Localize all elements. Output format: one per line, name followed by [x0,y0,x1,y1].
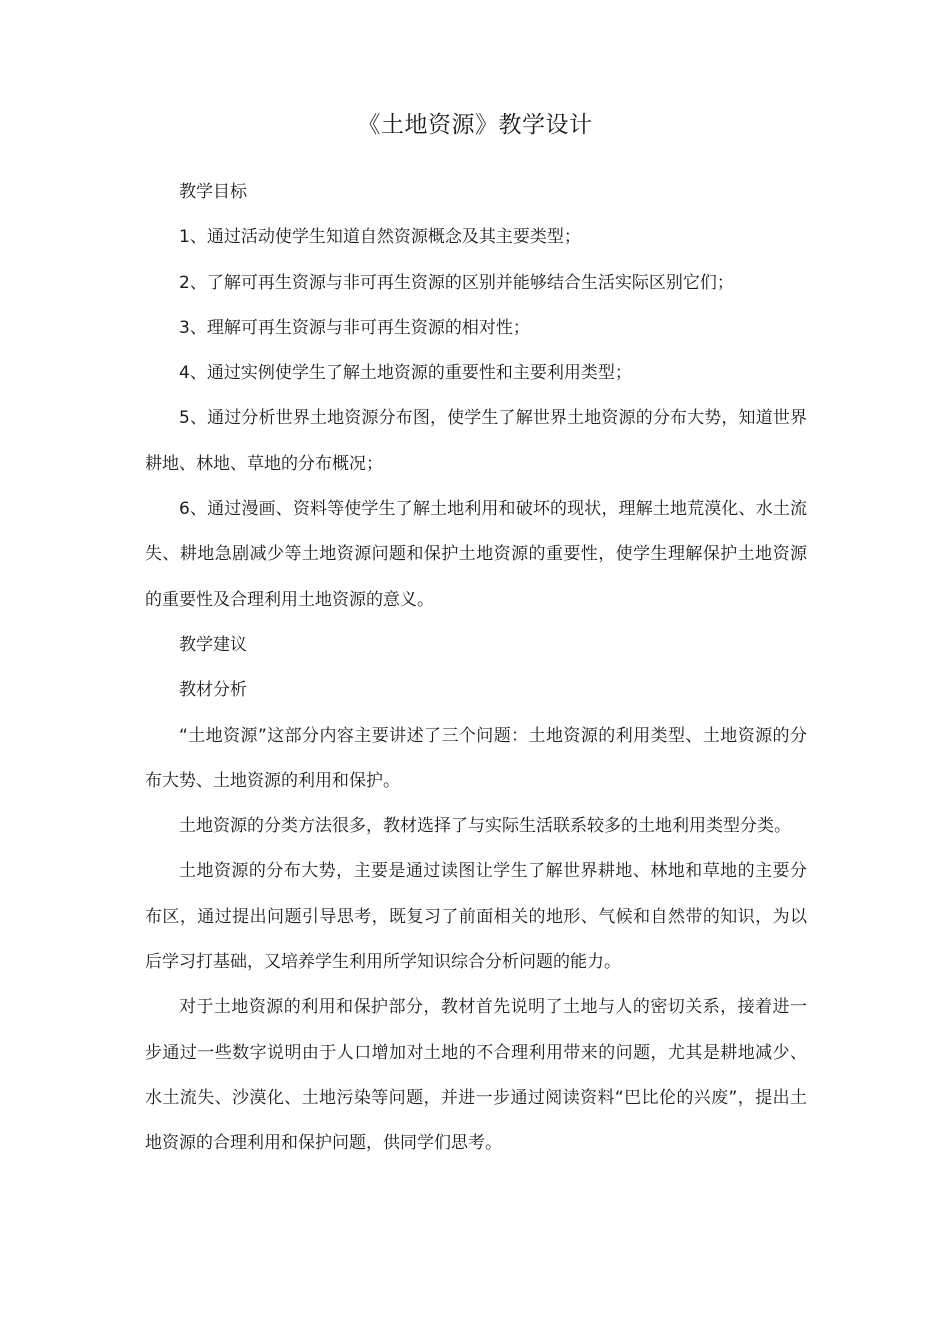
analysis-paragraph-4: 对于土地资源的利用和保护部分，教材首先说明了土地与人的密切关系，接着进一步通过一些数字说明由于人口增加对土地的不合理利用带来的问题，尤其是耕地减少、水土流失、沙漠化、土地污染等问题，并进一步通过阅读资料“巴比伦的兴废”，提出土地资源的合理利用和保护问题，供同学们思考。 [145,997,807,1154]
analysis-paragraph-2: 土地资源的分类方法很多，教材选择了与实际生活联系较多的土地利用类型分类。 [179,816,791,837]
section-heading-objectives: 教学目标 [179,182,247,202]
analysis-paragraph-3: 土地资源的分布大势，主要是通过读图让学生了解世界耕地、林地和草地的主要分布区，通过提出问题引导思考，既复习了前面相关的地形、气候和自然带的知识，为以后学习打基础，又培养学生利用所学知识综合分析问题的能力。 [145,861,807,973]
section-heading-analysis: 教材分析 [179,680,247,701]
objective-item-6: 6、通过漫画、资料等使学生了解土地利用和破坏的现状，理解土地荒漠化、水土流失、耕地急剧减少等土地资源问题和保护土地资源的重要性，使学生理解保护土地资源的重要性及合理利用土地资源的意义。 [145,499,807,610]
objective-item-2: 2、了解可再生资源与非可再生资源的区别并能够结合生活实际区别它们； [179,272,734,293]
document-title: 《土地资源》教学设计 [357,112,593,138]
objective-item-5: 5、通过分析世界土地资源分布图，使学生了解世界土地资源的分布大势，知道世界耕地、林地、草地的分布概况； [145,408,807,474]
document-body [145,170,807,1167]
objective-item-1: 1、通过活动使学生知道自然资源概念及其主要类型； [179,227,581,248]
section-heading-suggestions: 教学建议 [179,634,247,655]
analysis-paragraph-1: “土地资源”这部分内容主要讲述了三个问题：土地资源的利用类型、土地资源的分布大势、土地资源的利用和保护。 [145,725,807,791]
objective-item-4: 4、通过实例使学生了解土地资源的重要性和主要利用类型； [179,363,632,384]
objective-item-3: 3、理解可再生资源与非可再生资源的相对性； [179,317,530,338]
